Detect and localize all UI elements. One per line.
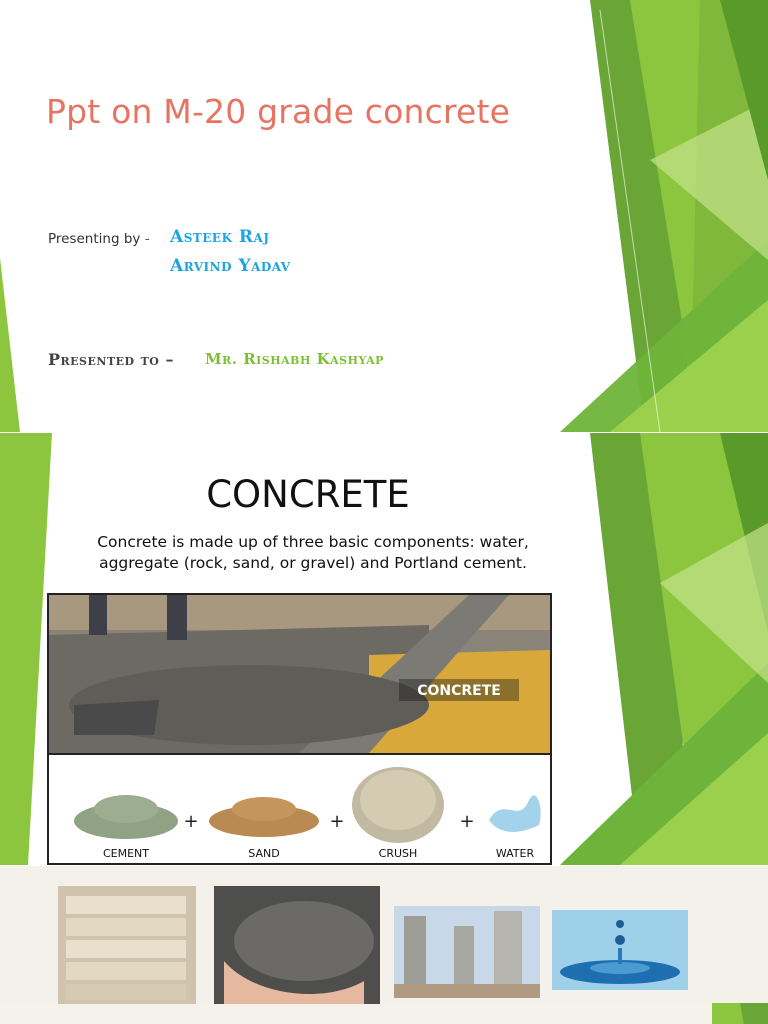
- body-line-1: Concrete is made up of three basic components: water,: [97, 533, 529, 551]
- water-drop-image: [552, 910, 688, 990]
- presenter-name-2: Arvind Yadav: [170, 256, 291, 276]
- slide-title: CONCRETE: [206, 473, 410, 516]
- plus-2: +: [329, 811, 345, 832]
- body-line-2: aggregate (rock, sand, or gravel) and Portland cement.: [99, 554, 527, 572]
- presenting-by-label: [48, 231, 150, 247]
- presenter-name-1: Asteek Raj: [170, 227, 270, 247]
- concrete-illustration: [49, 595, 550, 863]
- presented-to-name: Mr. Rishabh Kashyap: [205, 350, 384, 368]
- concrete-slide: [0, 433, 768, 865]
- component-label-water: WATER: [495, 847, 535, 860]
- presented-to-label: Presented to –: [48, 350, 174, 369]
- gravel-in-hand-image: [214, 886, 380, 1004]
- dash-separator: -: [144, 231, 150, 247]
- component-label-cement: CEMENT: [102, 847, 150, 860]
- slide-title: Ppt on M-20 grade concrete: [46, 92, 511, 131]
- concrete-photo-composite: [47, 593, 552, 865]
- cement-bags-image: [58, 886, 196, 1004]
- component-label-crush: CRUSH: [378, 847, 418, 860]
- presenting-by-text: Presenting by: [48, 231, 141, 247]
- plus-1: +: [183, 811, 199, 832]
- component-label-sand: SAND: [248, 847, 280, 860]
- title-slide: [0, 0, 768, 432]
- slide-body-text: [40, 532, 586, 574]
- components-slide: [0, 866, 768, 1024]
- concrete-overlay-label: CONCRETE: [417, 683, 501, 699]
- plus-3: +: [459, 811, 475, 832]
- concrete-pillars-image: [394, 906, 540, 998]
